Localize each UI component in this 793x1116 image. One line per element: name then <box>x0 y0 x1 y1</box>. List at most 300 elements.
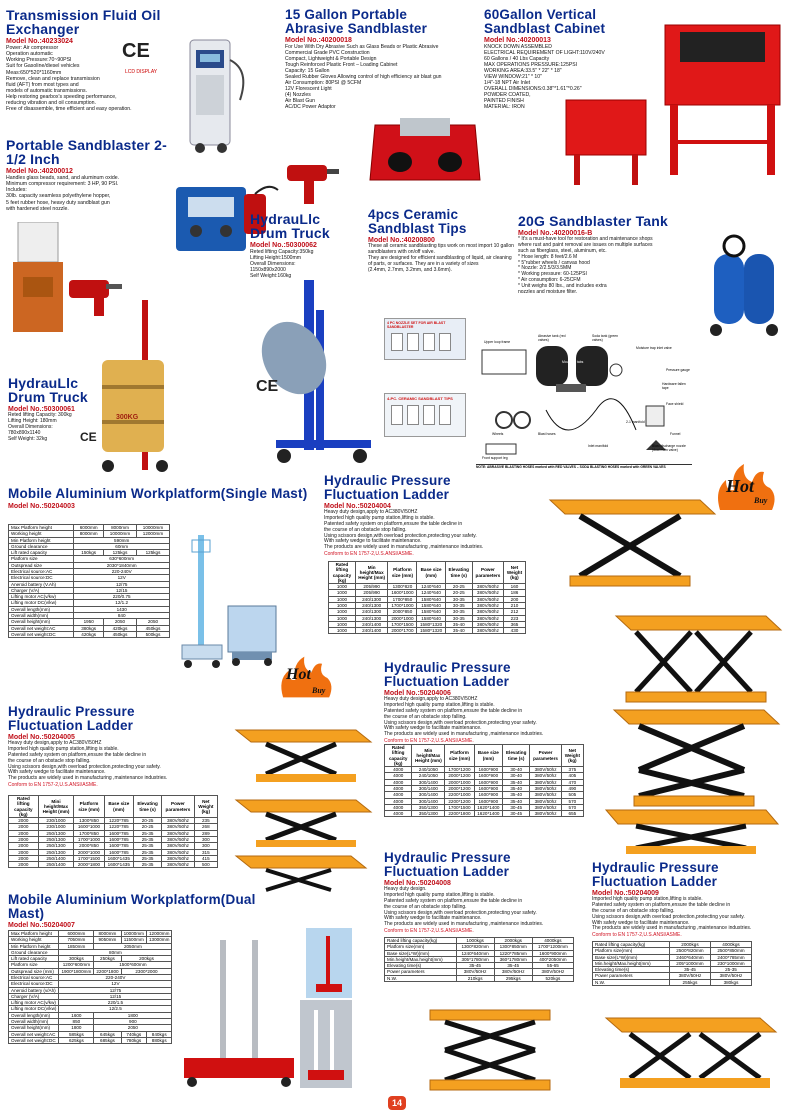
table-cell: 430 <box>504 628 526 634</box>
table-cell: 350/1300 <box>412 811 445 817</box>
table-cell: 240/1300 <box>355 602 388 608</box>
table-header-cell: Elevating time (s) <box>445 562 472 584</box>
hpfl4-title: Hydraulic Pressure Fluctuation Ladder <box>384 850 511 879</box>
table-row-label: Min Platform height <box>9 537 74 543</box>
table-cell: 850 <box>59 1018 94 1024</box>
hdt2-ce-mark: CE <box>80 430 97 444</box>
table-cell: 380V/50hz <box>162 824 194 830</box>
table-cell: 1600*900mm <box>532 950 573 956</box>
table-cell: 8000mm <box>94 931 121 937</box>
table-cell: 1900*1800mm <box>59 968 94 974</box>
hpfl3-desc: Heavy duty design,apply to AC380V/50HZ Imported high quality pump station,lifting is stable. Patented safety system on platform,ensure the table decline in the course of an obstacle stop falling. Using scissors design,with overload protection,protecting your safety. With safety wedge to facilitate maintenance. The products are widely used in manufacturing ,maintenance industries. <box>384 696 544 738</box>
table-cell: 4000 <box>385 798 412 804</box>
tank20-tank-image <box>694 234 789 340</box>
table-row-label: Working height <box>9 531 74 537</box>
table-cell: 360*1780mm <box>494 956 532 962</box>
tfo-callout: LCD DISPLAY <box>125 69 158 75</box>
tank20-label-moisture: Moisture trap inlet valve <box>636 346 672 350</box>
mawp2-section <box>8 893 268 929</box>
table-cell: 450kgs <box>136 625 169 631</box>
table-header-row <box>385 745 584 767</box>
tank20-label-pressure: Pressure gauge <box>666 368 690 372</box>
table-row-label: Overall width(mm) <box>9 612 74 618</box>
table-cell: 380V/50hz <box>530 798 561 804</box>
table-cell: 840kgs <box>147 1031 172 1037</box>
table-cell: 1600*900 <box>474 767 502 773</box>
table-cell: 60mm <box>74 543 170 549</box>
table-row-label: Electrical source:AC <box>9 568 74 574</box>
table-cell: 212 <box>504 609 526 615</box>
table-cell: 380V/50hz <box>162 836 194 842</box>
table-cell: 1700*1500 <box>74 855 104 861</box>
hpfl4-section <box>384 851 584 934</box>
table-row-label: Lifting motor AC(v/kw) <box>9 594 74 600</box>
table-cell: 30-35 <box>445 615 472 621</box>
table-cell: 300 <box>194 836 217 842</box>
hpfl4-desc: Heavy duty design. Imported high quality pump station,lifting is stable. Patented safety system on platform,ensure the table decline in the course of an obstacle stop falling. Using scissors design,with overload protection,protecting your safety. With safety wedge to facilitate maintenance. The products are widely used in manufacturing ,maintenance industries. <box>384 886 544 928</box>
gal15-desc: For Use With Dry Abrasive Such as Glass Beads or Plastic Abrasive Commercial Grade PVC Construction Compact, Lightweight & Portable Design Tough Reinforced Plastic Front – Loading Cabinet Capacity: 15 Gallon Sealed Rubber Gloves Allowing control of high efficiency air blast gun Air Consumption: 80PSI @ 5CFM 12V Florescent Light (4) Nozzles Air Blast Gun AC/DC Power Adaptor <box>285 44 442 110</box>
table-cell: 840 <box>74 612 170 618</box>
tank20-title: 20G Sandblaster Tank <box>518 213 669 229</box>
table-row-label: Overall net weight:DC <box>9 631 74 637</box>
tank20-diagram <box>476 334 692 468</box>
table-cell: 10000mm <box>104 531 137 537</box>
tfo-model: Model No.:40233024 <box>6 38 73 45</box>
table-cell: 380V/50hz <box>162 862 194 868</box>
table-cell: 380V/50hz <box>162 849 194 855</box>
table-cell: 240/1050 <box>412 773 445 779</box>
table-cell: 1850mm <box>59 943 94 949</box>
table-row-label: Min Platform height <box>9 943 59 949</box>
table-cell: 1600 <box>59 1012 94 1018</box>
table-cell: 380V/50Hz <box>456 969 494 975</box>
table-row-label: Lift rated capacity <box>9 550 74 556</box>
table-cell: 210kgs <box>456 975 494 981</box>
table-header-cell: Base size (mm) <box>104 796 133 818</box>
table-cell: 220-240V <box>59 974 172 980</box>
table-cell: 300/1400 <box>412 785 445 791</box>
table-row-label: Rated lifting capacity(kg) <box>385 938 457 944</box>
table-cell: 375 <box>561 767 583 773</box>
hot-buy-badge-mid <box>276 650 338 705</box>
table-cell: 1220*785 <box>104 824 133 830</box>
hpfl1-model: Model No.:50204004 <box>324 503 391 510</box>
table-row <box>593 979 752 985</box>
hdt2-desc: Reted lifting Capacity: 300kg Lifting Height: 180mm Overall Dimensions: 780x890x1140 Self Weight: 32kg <box>8 412 72 442</box>
table-cell: 1620*1400 <box>474 804 502 810</box>
table-row-label: Platform size(mm) <box>593 948 670 954</box>
table-cell: 1700*850 <box>388 596 417 602</box>
table-row <box>329 628 526 634</box>
table-cell: 12/75 <box>59 987 172 993</box>
psb-model: Model No.:40200012 <box>6 168 73 175</box>
table-cell: 2000kgs <box>669 942 710 948</box>
table-cell: 1700*1500 <box>388 621 417 627</box>
table-cell: 12V <box>59 981 172 987</box>
table-row-label: Overall height(mm) <box>9 1025 59 1031</box>
table-cell: 2050mm <box>94 943 172 949</box>
table-cell: 2200*1800 <box>94 968 121 974</box>
table-cell: 1950 <box>74 619 104 625</box>
hpfl2-spec-table <box>8 795 218 868</box>
table-row-label: Outspread size (mm) <box>9 968 59 974</box>
table-cell: 4000kgs <box>710 942 751 948</box>
table-header-cell: Net Weight (kg) <box>561 745 583 767</box>
table-cell: 380V/50hz <box>530 792 561 798</box>
table-cell: 1700*850 <box>74 830 104 836</box>
tank20-label-funnel: Funnel <box>670 432 681 436</box>
lift-table-image-2 <box>596 596 786 716</box>
table-cell: 1580*1320 <box>417 628 445 634</box>
table-cell: 12000mm <box>136 531 169 537</box>
table-header-cell: Base size (mm) <box>474 745 502 767</box>
table-cell: 570 <box>561 804 583 810</box>
table-row-label: Overall length(mm) <box>9 1012 59 1018</box>
mawp2-model: Model No.:50204007 <box>8 922 75 929</box>
table-cell: 655 <box>561 811 583 817</box>
table-cell: 7050mm <box>59 937 94 943</box>
table-cell: 240/1400 <box>355 621 388 627</box>
table-cell: 2030*1840mm <box>74 562 170 568</box>
table-cell: 380V/50hz <box>472 590 503 596</box>
table-cell: 1600*900 <box>474 779 502 785</box>
table-cell: 450kgs <box>104 631 137 637</box>
table-cell: 35-45 <box>669 967 710 973</box>
table-cell: 1580*640 <box>417 615 445 621</box>
table-cell: 30-45 <box>503 804 530 810</box>
hdt1-model: Model No.:50300062 <box>250 242 317 249</box>
table-row-label: Elevating time(s) <box>385 963 457 969</box>
table-cell: 2000*850 <box>74 843 104 849</box>
table-row-label: Base size(L*W)(mm) <box>385 950 457 956</box>
table-row <box>385 956 574 962</box>
table-cell: 500kgs <box>136 631 169 637</box>
table-cell: 4000 <box>385 779 412 785</box>
table-cell: 1580*640 <box>417 609 445 615</box>
table-header-row <box>329 562 526 584</box>
table-cell: 35-40 <box>503 785 530 791</box>
tank20-label-hardware: Hardware fallen tape <box>662 382 686 390</box>
table-cell: 2300*2000 <box>121 968 172 974</box>
table-cell: 1000 <box>329 596 356 602</box>
table-row-label: Ground clearance <box>9 543 74 549</box>
table-cell: 12V <box>74 575 170 581</box>
table-cell: 12/75 <box>74 581 170 587</box>
table-cell: 365 <box>504 621 526 627</box>
table-row <box>385 811 584 817</box>
table-cell: 2200*1000 <box>445 792 474 798</box>
tank20-label-discharge: Blast discharge nozzle (dual main valve) <box>652 444 686 452</box>
hdt2-title: HydrauLlc Drum Truck <box>8 375 88 405</box>
table-row-label: Lifting motor DC(v/kw) <box>9 600 74 606</box>
gal15-title: 15 Gallon Portable Abrasive Sandblaster <box>285 7 428 36</box>
tank20-label-soda: Soda tank (green valves) <box>592 334 619 342</box>
mawp1-title: Mobile Aluminium Workplatform(Single Mast) <box>8 486 308 501</box>
table-cell: 4000kgs <box>532 938 573 944</box>
tank20-label-abrasive: Abrasive tank (red valves) <box>538 334 566 342</box>
table-cell: 380V/50hz <box>472 628 503 634</box>
hdt1-section <box>250 212 370 279</box>
table-cell: 380V/50hz <box>162 843 194 849</box>
table-cell: 1200*600mm <box>59 962 94 968</box>
table-cell: 12/2.5 <box>59 1006 172 1012</box>
tfo-ce-mark: CE <box>122 40 150 62</box>
buy-label: Buy <box>754 496 768 505</box>
table-row-label: Overall height(mm) <box>9 619 74 625</box>
table-cell: 1500*600mm <box>94 962 172 968</box>
table-cell: 1800 <box>59 1025 94 1031</box>
psb-title: Portable Sandblaster 2-1/2 Inch <box>6 137 167 167</box>
table-row-label: Charger (V/A) <box>9 993 59 999</box>
hdt1-ce-mark: CE <box>256 378 279 395</box>
table-cell: 2000kgs <box>494 938 532 944</box>
table-cell: 380V/50hz <box>530 773 561 779</box>
hpfl2-model: Model No.:50204005 <box>8 734 75 741</box>
tips-pack-1 <box>384 318 466 360</box>
table-cell: 25-35 <box>133 849 161 855</box>
table-cell: 1000 <box>329 615 356 621</box>
mawp2-title: Mobile Aluminium Workplatform(Dual Mast) <box>8 892 256 921</box>
table-cell: 1580*1320 <box>417 621 445 627</box>
gal60-cabinet-image <box>650 20 790 180</box>
table-cell: 420kgs <box>104 625 137 631</box>
table-row-label: Overall length(mm) <box>9 606 74 612</box>
table-cell: 1600*785 <box>104 830 133 836</box>
table-cell: 380V/50hz <box>162 830 194 836</box>
table-cell: 240/1300 <box>355 615 388 621</box>
table-header-cell: Platform size (mm) <box>388 562 417 584</box>
tank20-model: Model No.:40200016-B <box>518 230 593 237</box>
table-cell: 380V/50hz <box>472 615 503 621</box>
table-row-label: Power parameters <box>593 973 670 979</box>
table-header-cell: Min height/Max Height (mm) <box>412 745 445 767</box>
table-cell: 305*1780mm <box>456 956 494 962</box>
table-cell: 1600*1435 <box>104 862 133 868</box>
tank20-label-front: Front support leg <box>482 456 508 460</box>
table-row-label: Aneroid battery (V.Ah) <box>9 581 74 587</box>
gal60-inset-image <box>556 95 656 187</box>
table-cell: 20-25 <box>445 584 472 590</box>
tips-pack-2 <box>384 393 466 437</box>
table-row <box>9 550 170 556</box>
table-header-cell: Rated lifting capacity (kg) <box>329 562 356 584</box>
table-header-cell: Power parameters <box>530 745 561 767</box>
table-cell: 1700*1500 <box>445 804 474 810</box>
table-cell: 380V/50hz <box>530 767 561 773</box>
table-cell: 25-35 <box>133 836 161 842</box>
table-cell: 20-25 <box>445 590 472 596</box>
table-cell: 25-35 <box>133 862 161 868</box>
hpfl4-conform: Conform to EN 1757-2,U.S.ANSI/ASME. <box>384 928 474 935</box>
table-row <box>9 631 170 637</box>
table-cell: 380V/50Hz <box>532 969 573 975</box>
hpfl4-spec-table <box>384 937 574 982</box>
table-cell: 685kgs <box>94 1037 121 1043</box>
hpfl1-spec-table <box>328 561 526 634</box>
table-cell: 630*600mm <box>74 556 170 562</box>
table-cell: 2000*1000 <box>388 615 417 621</box>
table-cell: 2000*1200 <box>445 785 474 791</box>
tfo-title: Transmission Fluid Oil Exchanger <box>6 7 161 37</box>
table-cell: 1000 <box>329 628 356 634</box>
table-header-cell: Elevating time (s) <box>503 745 530 767</box>
hpfl1-section <box>324 474 534 557</box>
table-cell: 1700*1000 <box>388 602 417 608</box>
tips-section <box>368 208 516 273</box>
table-cell: 2000*1700 <box>388 628 417 634</box>
tank20-label-blast: Blast hoses <box>538 432 556 436</box>
table-cell: 25-35 <box>133 830 161 836</box>
table-cell: 125kgs <box>136 550 169 556</box>
table-cell: 35-40 <box>503 798 530 804</box>
table-cell: 380kgs <box>74 625 104 631</box>
table-cell: 2000*1200 <box>445 773 474 779</box>
table-cell: 240/1050 <box>412 767 445 773</box>
tank20-desc: * It's a must-have tool for restoration and maintenance shops where rust and paint removal are issues on multiple surfaces such as fiberglass, steel, aluminum, etc. * Hose length: 8 feet/2.6 M * 5"rubber wheels / canvas hood * Nozzle: 2/2.5/3/3.5MM * Working pressure: 60-125PSI * Air consumption: 6-25CFM * Unit weighs 80 lbs., and includes extra nozzles and moisture filter. <box>518 236 653 296</box>
table-header-cell: Rated lifting capacity (kg) <box>9 796 39 818</box>
hpfl1-desc: Heavy duty design,apply to AC380V/50HZ Imported high quality pump station,lifting is stable. Patented safety system on platform,ensure the table decline in the course of an obstacle stop falling. Using scissors design,with overload protection,protecting your safety. With safety wedge to facilitate maintenance. The products are widely used in manufacturing ,maintenance industries. <box>324 509 484 551</box>
table-cell: 11500mm <box>121 937 146 943</box>
table-cell: 12000mm <box>147 931 172 937</box>
table-cell: 35-40 <box>503 792 530 798</box>
table-cell: 12/1.2 <box>74 600 170 606</box>
table-cell: 25-35 <box>133 855 161 861</box>
table-cell: 200kgs <box>121 956 172 962</box>
table-cell: 2050 <box>94 1025 172 1031</box>
table-cell: 1600*1435 <box>104 855 133 861</box>
table-cell: 1000 <box>329 621 356 627</box>
table-cell: 8000mm <box>104 525 137 531</box>
tank20-label-manifold: 2-1 manifold <box>626 420 645 424</box>
gal60-model: Model No.:40200013 <box>484 37 551 44</box>
hpfl5-section <box>592 861 787 938</box>
hot-label-2: Hot <box>286 666 311 683</box>
hpfl3-section <box>384 661 594 744</box>
tank20-label-face: Face shield <box>666 402 684 406</box>
table-row-label: Lift rated capacity <box>9 956 59 962</box>
table-cell: 150kgs <box>74 550 104 556</box>
table-cell: 2000 <box>9 818 39 824</box>
table-cell: 1600*785 <box>104 843 133 849</box>
table-row <box>9 525 170 531</box>
table-row <box>9 1037 172 1043</box>
mawp2-inset-image-2 <box>300 1000 352 1088</box>
table-cell: 235 <box>194 818 217 824</box>
table-row-label: Outspread size <box>9 562 74 568</box>
table-cell: 645kgs <box>94 1031 121 1037</box>
mawp2-inset-image <box>306 928 352 998</box>
table-cell: 25-35 <box>710 967 751 973</box>
table-cell: 1600*900 <box>474 798 502 804</box>
gal60-desc: KNOCK DOWN ASSEMBLED ELECTRICAL REQUIREMENT OF LIGHT:110V/240V 60 Gallons / 40 Lbs Capacity MAX OPERATIONS PRESSURE:125PSI WORKING AREA:33.5" * 22" * 18" VIEW WINDOW:21" * 10" 1/4"-18 NPT Air Inlet OVERALL DIMENSIONS:0.38"*1.61"*0.26" POWDER COATED, PAINTED FINISH MATERIAL: IRON <box>484 44 605 110</box>
table-row-label: Overall net weight:AC <box>9 1031 59 1037</box>
hpfl5-title: Hydraulic Pressure Fluctuation Ladder <box>592 860 719 889</box>
table-cell: 4000 <box>385 767 412 773</box>
table-cell: 1580*640 <box>417 596 445 602</box>
table-cell: 2500*850mm <box>710 948 751 954</box>
hdt2-truck-image <box>92 300 184 475</box>
table-cell: 12/15 <box>74 587 170 593</box>
page-number: 14 <box>388 1096 406 1110</box>
table-cell: 315 <box>194 849 217 855</box>
hpfl2-section <box>8 705 223 788</box>
table-cell: 2000*1000 <box>74 849 104 855</box>
table-cell: 220-240V <box>74 568 170 574</box>
hdt2-drum-label: 300KG <box>116 414 139 421</box>
gal15-section <box>285 8 505 110</box>
hpfl1-title: Hydraulic Pressure Fluctuation Ladder <box>324 473 451 502</box>
tank20-label-mounting: Mounting tabs <box>562 360 584 364</box>
psb-section <box>6 138 186 212</box>
table-cell: 1220*785mm <box>494 950 532 956</box>
tips-nozzles-2 <box>385 403 465 427</box>
table-cell: 250/1300 <box>38 836 74 842</box>
table-cell: 8000mm <box>74 531 104 537</box>
tank20-section <box>518 214 708 296</box>
table-cell: 223 <box>504 615 526 621</box>
table-cell: 268 <box>194 824 217 830</box>
hdt1-truck-image <box>256 270 381 470</box>
table-cell: 625kgs <box>59 1037 94 1043</box>
lift-table-image-7 <box>226 848 381 898</box>
tips-pack-2-label: 4-PC. CERAMIC SANDBLAST TIPS <box>387 396 453 401</box>
tfo-desc: Power: Air compressor Operation automatic Working Pressure:70~90PSI Suit for Gasoline/diesel vehicles Meas:650*520*1160mm Remove, clean and replace transmission fluid (AFT) from most types and models of automatic transmissions. Help restoring gearbox's speeding performance, reducing vibration and oil consumption. Free of disassemble, time efficient and easy operation. <box>6 45 132 113</box>
hpfl2-desc: Heavy duty design,apply to AC380V/50HZ Imported high quality pump station,lifting is stable. Patented safety system on platform,ensure the table decline in the course of an obstacle stop falling. Using scissors design,with overload protection,protecting your safety. With safety wedge to facilitate maintenance. The products are widely used in manufacturing ,maintenance industries. <box>8 740 168 782</box>
table-header-cell: Net Weight (kg) <box>194 796 217 818</box>
table-cell: 380V/50hz <box>162 818 194 824</box>
table-cell: 1000kgs <box>456 938 494 944</box>
table-cell: 4000 <box>385 785 412 791</box>
table-cell: 2460*640mm <box>669 954 710 960</box>
table-row-label: Overall net weight:DC <box>9 1037 59 1043</box>
hpfl3-title: Hydraulic Pressure Fluctuation Ladder <box>384 660 511 689</box>
table-cell: 186 <box>504 590 526 596</box>
table-cell: 250/1300 <box>38 849 74 855</box>
table-cell: 380V/50hz <box>530 811 561 817</box>
table-header-row <box>9 796 218 818</box>
gal15-gun-image <box>282 150 342 210</box>
table-cell: 30-35 <box>445 609 472 615</box>
table-cell: 2000*1000 <box>445 779 474 785</box>
gal60-title: 60Gallon Vertical Sandblast Cabinet <box>484 7 606 36</box>
table-cell: 4000 <box>385 792 412 798</box>
table-cell: 160 <box>504 584 526 590</box>
table-cell: 1220*785 <box>104 818 133 824</box>
table-header-cell: Platform size (mm) <box>445 745 474 767</box>
tips-desc: These all ceramic sandblasting tips work on most import 10 gallon sandblasters with on/off valve. They are designed for efficient sandblasting of liquid, air cleaning of parts, or surfaces. They are in a variety of sizes (2.4mm, 2.7mm, 3.2mm, and 3.6mm). <box>368 243 514 273</box>
table-cell: 2050 <box>104 619 137 625</box>
table-cell: 205/990 <box>355 584 388 590</box>
table-cell: 740kgs <box>121 1031 146 1037</box>
mawp1-spec-table <box>8 524 170 638</box>
table-cell: 205/990 <box>355 590 388 596</box>
hpfl5-model: Model No.:50204009 <box>592 890 659 897</box>
table-row <box>9 531 170 537</box>
table-cell: 1600*785 <box>104 836 133 842</box>
table-cell: 30-40 <box>503 767 530 773</box>
table-header-cell: Net Weight (kg) <box>504 562 526 584</box>
table-header-cell: Mini height/Max Height (mm) <box>38 796 74 818</box>
table-cell: 6000mm <box>74 525 104 531</box>
mawp1-folded-image <box>222 598 282 668</box>
table-cell: 1600*785 <box>104 849 133 855</box>
table-cell: 250/1300 <box>38 843 74 849</box>
table-cell: 25-35 <box>133 843 161 849</box>
table-cell: 1600*900 <box>474 792 502 798</box>
table-row-label: Electrical source:DC <box>9 575 74 581</box>
table-cell: 380V/50Hz <box>710 973 751 979</box>
table-cell: 1600*1000 <box>74 824 104 830</box>
